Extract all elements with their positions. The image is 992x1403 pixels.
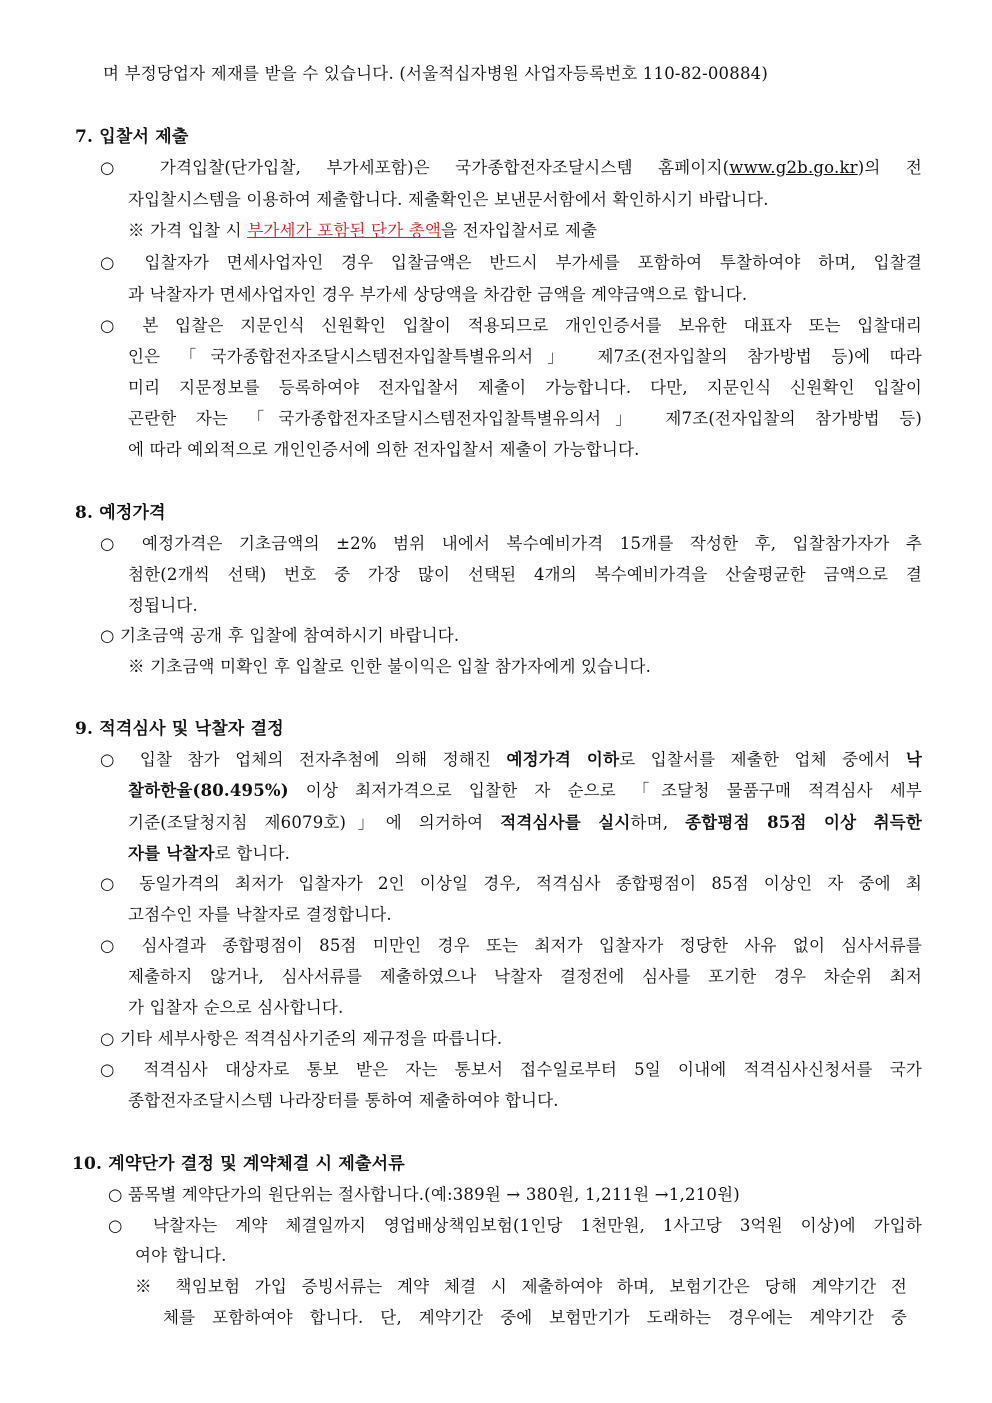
section-9-title: 9. 적격심사 및 낙찰자 결정 [75,719,284,739]
s10-para-2-line-1: ○ 낙찰자는 계약 체결일까지 영업배상책임보험(1인당 1천만원, 1사고당 3억원 이상)에 가입하 [108,1216,922,1235]
s7-para-3-line-1: ○ 본 입찰은 지문인식 신원확인 입찰이 적용되므로 개인인증서를 보유한 대표자 또는 입찰대리 [100,316,922,335]
s9-para-2-line-2: 고점수인 자를 낙찰자로 결정합니다. [128,905,392,924]
s7-para-1-line-1: ○ 가격입찰(단가입찰, 부가세포함)은 국가종합전자조달시스템 홈페이지(www.g2b.go.kr)의 전 [100,158,922,177]
s10-para-1-line-1: ○ 품목별 계약단가의 원단위는 절사합니다.(예:389원 → 380원, 1,211원 →1,210원) [108,1185,740,1204]
s10-para-2-line-2: 여야 합니다. [135,1246,227,1265]
s8-para-1-line-1: ○ 예정가격은 기초금액의 ±2% 범위 내에서 복수예비가격 15개를 작성한 후, 입찰참가자가 추 [100,534,922,553]
g2b-link[interactable]: www.g2b.go.kr [729,158,858,177]
s9-para-1-line-2: 찰하한율(80.495%) 이상 최저가격으로 입찰한 자 순으로 「조달청 물품구매 적격심사 세부 [128,781,922,800]
s8-para-1-line-2: 첨한(2개씩 선택) 번호 중 가장 많이 선택된 4개의 복수예비가격을 산술평균한 금액으로 결 [128,565,922,584]
vat-highlight: 부가세가 포함된 단가 총액 [247,221,442,240]
s9-para-1-line-1: ○ 입찰 참가 업체의 전자추첨에 의해 정해진 예정가격 이하로 입찰서를 제출한 업체 중에서 낙 [100,750,923,769]
s8-note: ※ 기초금액 미확인 후 입찰로 인한 불이익은 입찰 참가자에게 있습니다. [128,657,652,676]
s7-para-3-line-3: 미리 지문정보를 등록하여야 전자입찰서 제출이 가능합니다. 다만, 지문인식 신원확인 입찰이 [128,378,922,397]
s9-para-5-line-2: 종합전자조달시스템 나라장터를 통하여 제출하여야 합니다. [128,1091,559,1110]
section-8-title: 8. 예정가격 [75,503,166,523]
s9-para-3-line-3: 가 입찰자 순으로 심사합니다. [128,998,344,1017]
section-7-title: 7. 입찰서 제출 [75,127,189,147]
section-10-title: 10. 계약단가 결정 및 계약체결 시 제출서류 [72,1154,405,1174]
s9-para-4-line-1: ○ 기타 세부사항은 적격심사기준의 제규정을 따릅니다. [100,1029,503,1048]
s7-note: ※ 가격 입찰 시 부가세가 포함된 단가 총액을 전자입찰서로 제출 [128,221,598,240]
s9-para-3-line-2: 제출하지 않거나, 심사서류를 제출하였으나 낙찰자 결정전에 심사를 포기한 경우 차순위 최저 [128,967,922,986]
s9-para-3-line-1: ○ 심사결과 종합평점이 85점 미만인 경우 또는 최저가 입찰자가 정당한 사유 없이 심사서류를 [100,936,922,955]
s9-para-5-line-1: ○ 적격심사 대상자로 통보 받은 자는 통보서 접수일로부터 5일 이내에 적격심사신청서를 국가 [100,1060,922,1079]
s10-note-line-2: 체를 포함하여야 합니다. 단, 계약기간 중에 보험만기가 도래하는 경우에는 계약기간 중 [163,1308,907,1327]
s9-para-2-line-1: ○ 동일가격의 최저가 입찰자가 2인 이상일 경우, 적격심사 종합평점이 85점 이상인 자 중에 최 [100,874,922,893]
s8-para-2-line-1: ○ 기초금액 공개 후 입찰에 참여하시기 바랍니다. [100,626,460,645]
s7-para-3-line-2: 인은 「국가종합전자조달시스템전자입찰특별유의서」 제7조(전자입찰의 참가방법 등)에 따라 [128,347,922,366]
s9-para-1-line-4: 자를 낙찰자로 합니다. [128,844,291,863]
continuation-line: 며 부정당업자 제재를 받을 수 있습니다. (서울적십자병원 사업자등록번호 110-82-00884) [103,64,768,83]
s10-note-line-1: ※ 책임보험 가입 증빙서류는 계약 체결 시 제출하여야 하며, 보험기간은 당해 계약기간 전 [135,1277,907,1296]
s8-para-1-line-3: 정됩니다. [128,596,199,615]
s7-para-3-line-5: 에 따라 예외적으로 개인인증서에 의한 전자입찰서 제출이 가능합니다. [128,440,640,459]
s7-para-2-line-1: ○ 입찰자가 면세사업자인 경우 입찰금액은 반드시 부가세를 포함하여 투찰하여야 하며, 입찰결 [100,253,922,272]
s7-para-3-line-4: 곤란한 자는 「국가종합전자조달시스템전자입찰특별유의서」 제7조(전자입찰의 참가방법 등) [128,409,922,428]
s7-para-2-line-2: 과 낙찰자가 면세사업자인 경우 부가세 상당액을 차감한 금액을 계약금액으로 합니다. [128,285,748,304]
s7-para-1-line-2: 자입찰시스템을 이용하여 제출합니다. 제출확인은 보낸문서함에서 확인하시기 바랍니다. [128,190,769,209]
s9-para-1-line-3: 기준(조달청지침 제6079호)」에 의거하여 적격심사를 실시하며, 종합평점 85점 이상 취득한 [128,813,923,832]
